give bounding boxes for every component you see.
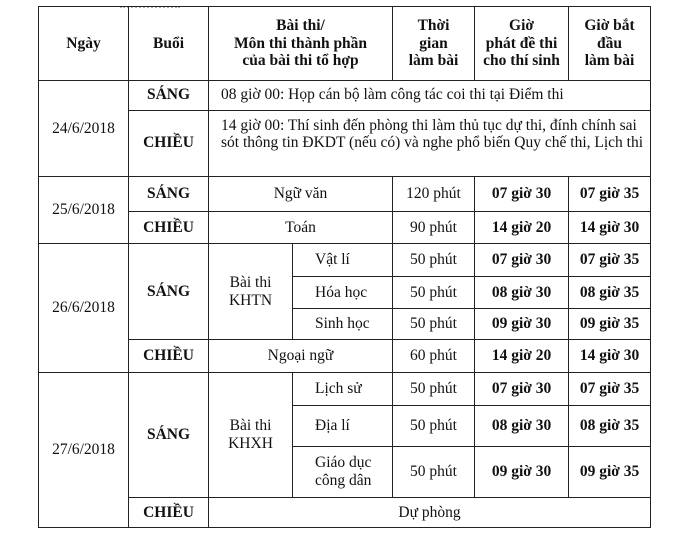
session-cell: CHIỀU [129, 212, 209, 244]
start-cell: 08 giờ 35 [569, 276, 651, 309]
date-cell: 27/6/2018 [39, 373, 129, 528]
subject-cell: Vật lí [293, 243, 393, 276]
duration-cell: 90 phút [393, 212, 475, 244]
hand-out-cell: 08 giờ 30 [475, 276, 569, 309]
session-cell: CHIỀU [129, 110, 209, 177]
duration-cell: 120 phút [393, 177, 475, 212]
hand-out-cell: 07 giờ 30 [475, 177, 569, 212]
header-bai-thi: Bài thi/ Môn thi thành phần của bài thi tổ hợp [209, 7, 393, 81]
header-ngay: Ngày [39, 7, 129, 81]
duration-cell: 50 phút [393, 446, 475, 497]
duration-cell: 50 phút [393, 373, 475, 406]
start-cell: 08 giờ 35 [569, 405, 651, 446]
table-row [39, 212, 651, 244]
duration-cell: 50 phút [393, 405, 475, 446]
duration-cell: 50 phút [393, 276, 475, 309]
session-cell: SÁNG [129, 80, 209, 110]
hand-out-cell: 08 giờ 30 [475, 405, 569, 446]
subject-cell: Hóa học [293, 276, 393, 309]
note-cell: 14 giờ 00: Thí sinh đến phòng thi làm thủ tục dự thi, đính chính sai sót thông tin ĐKDT (nếu có) và nghe phổ biến Quy chế thi, Lịch thi [209, 110, 651, 177]
subject-cell: Ngữ văn [209, 177, 393, 212]
subject-cell: Lịch sử [293, 373, 393, 406]
hand-out-cell: 09 giờ 30 [475, 309, 569, 340]
session-cell: SÁNG [129, 243, 209, 339]
start-cell: 07 giờ 35 [569, 243, 651, 276]
duration-cell: 60 phút [393, 340, 475, 373]
session-cell: CHIỀU [129, 498, 209, 528]
reserve-cell: Dự phòng [209, 498, 651, 528]
header-thoi-gian: Thời gian làm bài [393, 7, 475, 81]
start-cell: 09 giờ 35 [569, 309, 651, 340]
start-cell: 14 giờ 30 [569, 212, 651, 244]
start-cell: 07 giờ 35 [569, 373, 651, 406]
duration-cell: 50 phút [393, 243, 475, 276]
hand-out-cell: 14 giờ 20 [475, 340, 569, 373]
table-row [39, 498, 651, 528]
hand-out-cell: 07 giờ 30 [475, 243, 569, 276]
duration-cell: 50 phút [393, 309, 475, 340]
header-buoi: Buổi [129, 7, 209, 81]
session-cell: SÁNG [129, 373, 209, 498]
date-cell: 24/6/2018 [39, 80, 129, 176]
table-row [39, 340, 651, 373]
subject-cell: Ngoại ngữ [209, 340, 393, 373]
note-cell: 08 giờ 00: Họp cán bộ làm công tác coi thi tại Điểm thi [209, 80, 651, 110]
subject-cell: Địa lí [293, 405, 393, 446]
header-gio-phat: Giờ phát đề thi cho thí sinh [475, 7, 569, 81]
subject-cell: Giáo dục công dân [293, 446, 393, 497]
hand-out-cell: 07 giờ 30 [475, 373, 569, 406]
table-row [39, 243, 651, 276]
table-row [39, 110, 651, 177]
group-cell: Bài thi KHXH [209, 373, 293, 498]
header-gio-bat-dau: Giờ bắt đầu làm bài [569, 7, 651, 81]
table-row [39, 177, 651, 212]
subject-cell: Toán [209, 212, 393, 244]
group-cell: Bài thi KHTN [209, 243, 293, 339]
start-cell: 14 giờ 30 [569, 340, 651, 373]
table-row [39, 373, 651, 406]
start-cell: 09 giờ 35 [569, 446, 651, 497]
start-cell: 07 giờ 35 [569, 177, 651, 212]
header-row [39, 7, 651, 81]
subject-cell: Sinh học [293, 309, 393, 340]
hand-out-cell: 09 giờ 30 [475, 446, 569, 497]
session-cell: SÁNG [129, 177, 209, 212]
date-cell: 25/6/2018 [39, 177, 129, 244]
date-cell: 26/6/2018 [39, 243, 129, 372]
session-cell: CHIỀU [129, 340, 209, 373]
exam-schedule-table [38, 6, 651, 528]
table-row [39, 80, 651, 110]
hand-out-cell: 14 giờ 20 [475, 212, 569, 244]
